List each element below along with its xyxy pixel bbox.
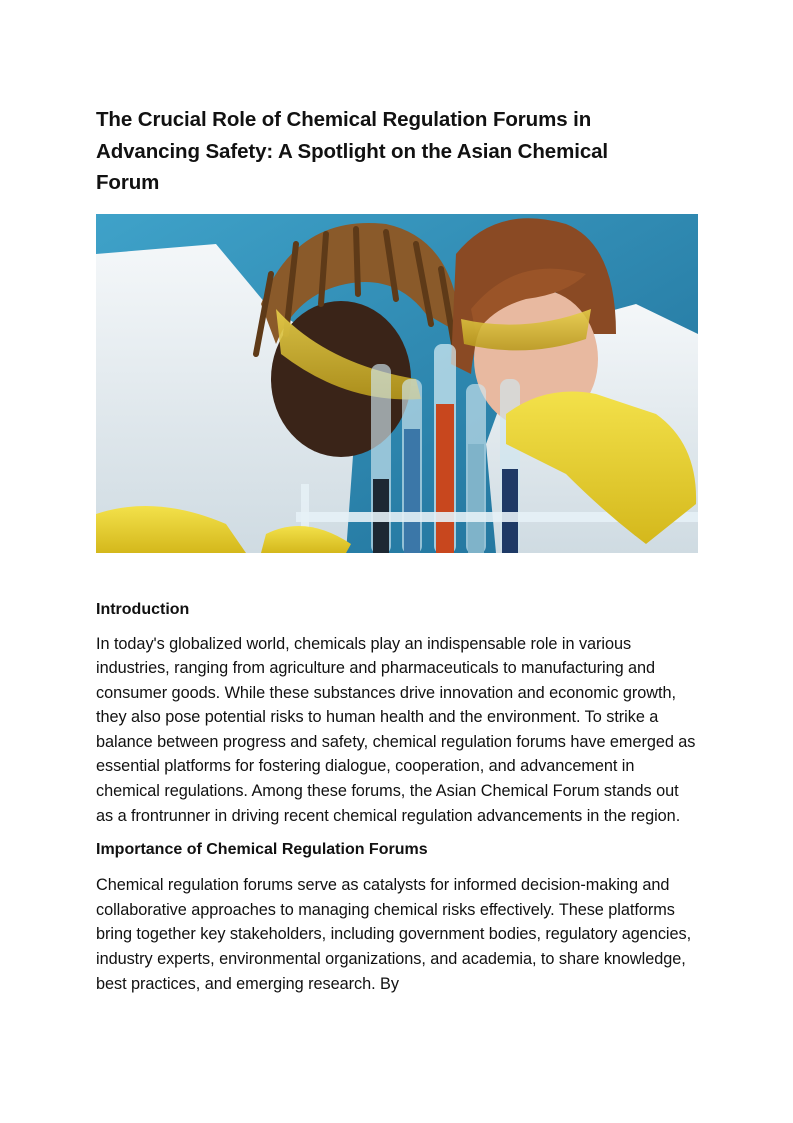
section-body-importance: Chemical regulation forums serve as catalysts for informed decision-making and collaborative approaches to managing chemical risks effectively. These platforms bring together key stakeholders, including government bodies, regulatory agencies, industry experts, environmental organizations, and academia, to share knowledge, best practices, and emerging research. By xyxy=(96,876,692,993)
section-heading-introduction: Introduction xyxy=(96,600,190,618)
document-page xyxy=(96,104,700,996)
lab-scientists-photo xyxy=(96,214,698,553)
section-heading-importance: Importance of Chemical Regulation Forums xyxy=(96,841,428,859)
document-title: The Crucial Role of Chemical Regulation Forums in Advancing Safety: A Spotlight on the Asian Chemical Forum xyxy=(96,108,609,194)
section-body-introduction: In today's globalized world, chemicals play an indispensable role in various industries, ranging from agriculture and pharmaceuticals to manufacturing and consumer goods. While these substances drive innovation and economic growth, they also pose potential risks to human health and the environment. To strike a balance between progress and safety, chemical regulation forums have emerged as essential platforms for fostering dialogue, cooperation, and advancement in chemical regulations. Among these forums, the Asian Chemical Forum stands out as a frontrunner in driving recent chemical regulation advancements in the region. xyxy=(96,634,696,825)
lab-scene-illustration xyxy=(96,214,698,553)
